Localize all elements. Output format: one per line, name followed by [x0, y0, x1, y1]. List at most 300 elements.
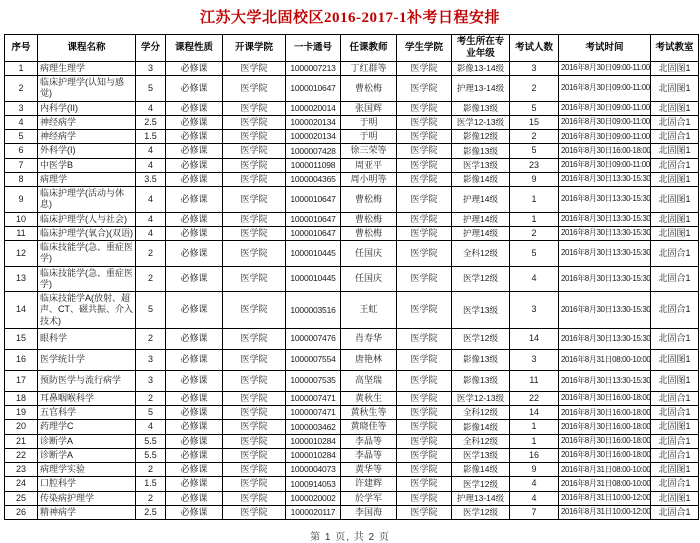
table-cell: 23 — [510, 158, 559, 172]
table-cell: 12 — [5, 241, 38, 267]
table-cell: 黄秋生等 — [341, 406, 397, 420]
table-cell: 北固图1 — [651, 463, 699, 477]
table-cell: 影像13级 — [452, 144, 510, 158]
table-cell: 3 — [510, 61, 559, 75]
table-cell: 1000020134 — [286, 130, 341, 144]
table-cell: 必修课 — [166, 370, 223, 391]
table-cell: 周亚平 — [341, 158, 397, 172]
table-cell: 医学12-13级 — [452, 391, 510, 405]
table-cell: 肖寿华 — [341, 328, 397, 349]
table-row — [5, 187, 699, 213]
table-cell: 临床护理学(认知与感觉) — [38, 76, 136, 102]
table-cell: 2016年8月30日09:00-11:00 — [559, 158, 651, 172]
table-cell: 医学院 — [223, 349, 286, 370]
table-cell: 1000020014 — [286, 101, 341, 115]
table-cell: 2016年8月30日09:00-11:00 — [559, 101, 651, 115]
table-cell: 传染病护理学 — [38, 491, 136, 505]
table-cell: 1000011098 — [286, 158, 341, 172]
table-cell: 医学院 — [397, 448, 452, 462]
table-cell: 北固合1 — [651, 391, 699, 405]
table-row — [5, 370, 699, 391]
table-cell: 医学院 — [397, 391, 452, 405]
table-cell: 14 — [510, 328, 559, 349]
table-cell: 必修课 — [166, 115, 223, 129]
table-cell: 影像14级 — [452, 463, 510, 477]
table-cell: 1000007213 — [286, 61, 341, 75]
table-cell: 1000010647 — [286, 76, 341, 102]
table-cell: 医学院 — [397, 115, 452, 129]
table-cell: 医学13级 — [452, 158, 510, 172]
table-cell: 16 — [510, 448, 559, 462]
table-cell: 2016年8月30日16:00-18:00 — [559, 144, 651, 158]
table-cell: 医学院 — [223, 101, 286, 115]
table-cell: 23 — [5, 463, 38, 477]
table-header-row — [5, 35, 699, 62]
table-cell: 医学院 — [397, 463, 452, 477]
table-cell: 医学院 — [223, 187, 286, 213]
table-cell: 3 — [136, 370, 166, 391]
table-cell: 2016年8月30日09:00-11:00 — [559, 76, 651, 102]
table-cell: 5 — [136, 406, 166, 420]
table-cell: 医学院 — [397, 349, 452, 370]
table-cell: 精神病学 — [38, 505, 136, 519]
table-cell: 北固图1 — [651, 172, 699, 186]
table-row — [5, 391, 699, 405]
table-cell: 7 — [510, 505, 559, 519]
table-cell: 北固图1 — [651, 226, 699, 240]
table-cell: 李晶等 — [341, 448, 397, 462]
table-cell: 北固合1 — [651, 130, 699, 144]
table-cell: 必修课 — [166, 61, 223, 75]
table-cell: 眼科学 — [38, 328, 136, 349]
table-cell: 8 — [5, 172, 38, 186]
table-cell: 9 — [5, 187, 38, 213]
table-cell: 药理学C — [38, 420, 136, 434]
table-cell: 2016年8月30日16:00-18:00 — [559, 434, 651, 448]
table-cell: 医学院 — [223, 370, 286, 391]
table-cell: 24 — [5, 477, 38, 491]
table-cell: 医学院 — [223, 292, 286, 329]
table-cell: 北固图1 — [651, 349, 699, 370]
table-cell: 14 — [5, 292, 38, 329]
table-cell: 5 — [510, 101, 559, 115]
table-cell: 于明 — [341, 130, 397, 144]
table-cell: 医学院 — [223, 477, 286, 491]
table-row — [5, 349, 699, 370]
table-cell: 10 — [5, 212, 38, 226]
table-cell: 6 — [5, 144, 38, 158]
table-cell: 北固图1 — [651, 76, 699, 102]
column-header: 考试教室 — [651, 35, 699, 62]
table-cell: 必修课 — [166, 212, 223, 226]
table-cell: 5 — [136, 292, 166, 329]
table-cell: 必修课 — [166, 266, 223, 292]
table-cell: 高坚瑞 — [341, 370, 397, 391]
table-cell: 医学院 — [223, 144, 286, 158]
table-cell: 必修课 — [166, 328, 223, 349]
table-row — [5, 144, 699, 158]
table-cell: 预防医学与流行病学 — [38, 370, 136, 391]
table-cell: 必修课 — [166, 420, 223, 434]
table-cell: 1000007535 — [286, 370, 341, 391]
table-cell: 北固合1 — [651, 115, 699, 129]
table-cell: 全科12级 — [452, 434, 510, 448]
table-cell: 17 — [5, 370, 38, 391]
table-cell: 北固合1 — [651, 434, 699, 448]
table-cell: 3.5 — [136, 172, 166, 186]
table-cell: 1000010284 — [286, 434, 341, 448]
table-cell: 2.5 — [136, 115, 166, 129]
table-cell: 曹松梅 — [341, 187, 397, 213]
table-cell: 医学院 — [397, 434, 452, 448]
table-cell: 医学13级 — [452, 292, 510, 329]
table-cell: 医学院 — [397, 491, 452, 505]
column-header: 考试时间 — [559, 35, 651, 62]
table-cell: 18 — [5, 391, 38, 405]
table-cell: 北固合1 — [651, 505, 699, 519]
table-cell: 黄华等 — [341, 463, 397, 477]
table-cell: 21 — [5, 434, 38, 448]
table-cell: 3 — [510, 292, 559, 329]
table-cell: 徐三荣等 — [341, 144, 397, 158]
table-cell: 医学12-13级 — [452, 115, 510, 129]
table-cell: 医学院 — [397, 266, 452, 292]
table-cell: 2 — [510, 130, 559, 144]
table-cell: 1000003462 — [286, 420, 341, 434]
table-cell: 医学院 — [223, 391, 286, 405]
table-cell: 临床护理学(氧合)(双语) — [38, 226, 136, 240]
table-row — [5, 241, 699, 267]
table-row — [5, 406, 699, 420]
table-cell: 4 — [136, 158, 166, 172]
table-cell: 医学院 — [397, 292, 452, 329]
table-cell: 五官科学 — [38, 406, 136, 420]
column-header: 学分 — [136, 35, 166, 62]
table-cell: 诊断学A — [38, 434, 136, 448]
column-header: 课程性质 — [166, 35, 223, 62]
table-cell: 神经病学 — [38, 130, 136, 144]
table-cell: 病理学实验 — [38, 463, 136, 477]
table-cell: 曹松梅 — [341, 76, 397, 102]
table-row — [5, 491, 699, 505]
table-cell: 1000007428 — [286, 144, 341, 158]
table-cell: 2016年8月30日13:30-15:30 — [559, 187, 651, 213]
table-cell: 医学院 — [397, 370, 452, 391]
table-row — [5, 463, 699, 477]
table-cell: 医学院 — [397, 101, 452, 115]
table-cell: 2016年8月30日09:00-11:00 — [559, 61, 651, 75]
table-cell: 2 — [136, 266, 166, 292]
table-cell: 2016年8月30日13:30-15:30 — [559, 212, 651, 226]
table-cell: 2 — [136, 391, 166, 405]
table-cell: 于明 — [341, 115, 397, 129]
table-cell: 耳鼻咽喉科学 — [38, 391, 136, 405]
table-cell: 2016年8月30日09:00-11:00 — [559, 130, 651, 144]
table-cell: 临床技能学(急、重症医学) — [38, 241, 136, 267]
table-cell: 必修课 — [166, 187, 223, 213]
table-cell: 1000010647 — [286, 187, 341, 213]
table-cell: 影像13级 — [452, 370, 510, 391]
table-cell: 医学12级 — [452, 505, 510, 519]
table-cell: 2016年8月31日08:00-10:00 — [559, 463, 651, 477]
table-cell: 曹松梅 — [341, 226, 397, 240]
table-cell: 2016年8月30日13:30-15:30 — [559, 292, 651, 329]
table-cell: 影像14级 — [452, 172, 510, 186]
table-cell: 许建辉 — [341, 477, 397, 491]
table-cell: 护理14级 — [452, 212, 510, 226]
table-cell: 医学院 — [397, 226, 452, 240]
table-cell: 3 — [5, 101, 38, 115]
table-cell: 必修课 — [166, 101, 223, 115]
table-cell: 护理14级 — [452, 187, 510, 213]
table-cell: 3 — [136, 61, 166, 75]
table-cell: 14 — [510, 406, 559, 420]
table-row — [5, 76, 699, 102]
table-cell: 医学院 — [223, 76, 286, 102]
table-cell: 11 — [510, 370, 559, 391]
table-row — [5, 434, 699, 448]
table-cell: 医学院 — [223, 241, 286, 267]
table-cell: 5.5 — [136, 448, 166, 462]
table-row — [5, 226, 699, 240]
table-cell: 北固图1 — [651, 491, 699, 505]
table-cell: 医学院 — [397, 505, 452, 519]
exam-schedule-table — [4, 34, 699, 520]
table-cell: 医学院 — [397, 158, 452, 172]
table-cell: 医学院 — [223, 266, 286, 292]
table-cell: 2016年8月31日08:00-10:00 — [559, 477, 651, 491]
table-cell: 医学院 — [223, 158, 286, 172]
table-cell: 北固图1 — [651, 420, 699, 434]
table-cell: 2 — [136, 241, 166, 267]
column-header: 学生学院 — [397, 35, 452, 62]
table-cell: 必修课 — [166, 434, 223, 448]
table-cell: 19 — [5, 406, 38, 420]
table-cell: 李晶等 — [341, 434, 397, 448]
table-cell: 黄秋生 — [341, 391, 397, 405]
table-cell: 2016年8月30日09:00-11:00 — [559, 115, 651, 129]
table-cell: 医学院 — [397, 76, 452, 102]
table-cell: 26 — [5, 505, 38, 519]
table-cell: 2016年8月31日08:00-10:00 — [559, 349, 651, 370]
table-cell: 11 — [5, 226, 38, 240]
table-cell: 5 — [136, 76, 166, 102]
table-row — [5, 158, 699, 172]
table-cell: 医学院 — [223, 406, 286, 420]
table-cell: 必修课 — [166, 292, 223, 329]
table-row — [5, 420, 699, 434]
table-cell: 1000010445 — [286, 241, 341, 267]
table-cell: 1000007471 — [286, 406, 341, 420]
table-cell: 必修课 — [166, 226, 223, 240]
column-header: 开课学院 — [223, 35, 286, 62]
table-cell: 2016年8月30日13:30-15:30 — [559, 328, 651, 349]
table-cell: 於学军 — [341, 491, 397, 505]
table-row — [5, 130, 699, 144]
table-cell: 9 — [510, 172, 559, 186]
table-cell: 2 — [510, 226, 559, 240]
table-cell: 医学统计学 — [38, 349, 136, 370]
table-cell: 4 — [136, 420, 166, 434]
table-cell: 必修课 — [166, 505, 223, 519]
table-cell: 病理生理学 — [38, 61, 136, 75]
table-cell: 1000003516 — [286, 292, 341, 329]
table-cell: 临床护理学(活动与休息) — [38, 187, 136, 213]
table-cell: 20 — [5, 420, 38, 434]
table-cell: 内科学(II) — [38, 101, 136, 115]
table-cell: 北固合1 — [651, 266, 699, 292]
table-row — [5, 172, 699, 186]
table-cell: 医学院 — [397, 172, 452, 186]
table-cell: 医学院 — [223, 491, 286, 505]
table-cell: 1000007471 — [286, 391, 341, 405]
table-cell: 1.5 — [136, 477, 166, 491]
table-row — [5, 505, 699, 519]
table-cell: 张国辉 — [341, 101, 397, 115]
table-cell: 神经病学 — [38, 115, 136, 129]
table-cell: 2016年8月31日10:00-12:00 — [559, 505, 651, 519]
table-cell: 影像13级 — [452, 349, 510, 370]
table-cell: 1000007554 — [286, 349, 341, 370]
table-cell: 2016年8月30日16:00-18:00 — [559, 448, 651, 462]
table-cell: 必修课 — [166, 158, 223, 172]
table-cell: 4 — [510, 477, 559, 491]
table-cell: 曹松梅 — [341, 212, 397, 226]
table-cell: 15 — [510, 115, 559, 129]
table-cell: 北固合1 — [651, 158, 699, 172]
table-cell: 2016年8月30日13:30-15:30 — [559, 172, 651, 186]
table-cell: 22 — [5, 448, 38, 462]
table-cell: 唐艳林 — [341, 349, 397, 370]
table-row — [5, 61, 699, 75]
table-cell: 2 — [136, 328, 166, 349]
table-cell: 必修课 — [166, 349, 223, 370]
table-cell: 1000020117 — [286, 505, 341, 519]
table-cell: 必修课 — [166, 391, 223, 405]
table-cell: 医学院 — [223, 448, 286, 462]
table-row — [5, 292, 699, 329]
table-cell: 必修课 — [166, 477, 223, 491]
table-cell: 医学院 — [397, 420, 452, 434]
table-cell: 2016年8月30日16:00-18:00 — [559, 420, 651, 434]
table-cell: 1 — [5, 61, 38, 75]
table-cell: 医学院 — [223, 434, 286, 448]
table-cell: 9 — [510, 463, 559, 477]
page-footer: 第 1 页, 共 2 页 — [310, 532, 390, 543]
table-cell: 必修课 — [166, 172, 223, 186]
table-cell: 口腔科学 — [38, 477, 136, 491]
table-cell: 医学院 — [397, 130, 452, 144]
column-header: 课程名称 — [38, 35, 136, 62]
column-header: 一卡通号 — [286, 35, 341, 62]
table-cell: 医学12级 — [452, 328, 510, 349]
table-cell: 4 — [510, 491, 559, 505]
table-cell: 北固合1 — [651, 477, 699, 491]
table-cell: 4 — [136, 144, 166, 158]
table-cell: 北固合1 — [651, 328, 699, 349]
table-cell: 5 — [510, 241, 559, 267]
table-cell: 1000010647 — [286, 226, 341, 240]
table-cell: 5.5 — [136, 434, 166, 448]
table-cell: 3 — [510, 349, 559, 370]
table-cell: 医学12级 — [452, 266, 510, 292]
table-cell: 北固图1 — [651, 187, 699, 213]
table-cell: 5 — [510, 144, 559, 158]
table-cell: 1000007476 — [286, 328, 341, 349]
table-cell: 25 — [5, 491, 38, 505]
page-title: 江苏大学北固校区2016-2017-1补考日程安排 — [200, 10, 500, 26]
table-cell: 病理学 — [38, 172, 136, 186]
table-cell: 影像12级 — [452, 130, 510, 144]
table-cell: 1000010445 — [286, 266, 341, 292]
table-cell: 4 — [510, 266, 559, 292]
table-cell: 4 — [5, 115, 38, 129]
table-cell: 北固图1 — [651, 144, 699, 158]
table-cell: 2 — [5, 76, 38, 102]
table-cell: 1000004073 — [286, 463, 341, 477]
table-cell: 医学院 — [397, 144, 452, 158]
table-cell: 4 — [136, 226, 166, 240]
table-cell: 北固合1 — [651, 241, 699, 267]
table-cell: 医学院 — [223, 172, 286, 186]
table-cell: 1000010647 — [286, 212, 341, 226]
table-cell: 2.5 — [136, 505, 166, 519]
table-cell: 22 — [510, 391, 559, 405]
table-cell: 任国庆 — [341, 266, 397, 292]
table-cell: 丁红群等 — [341, 61, 397, 75]
table-cell: 临床技能学A(放射、超声、CT、磁共振、介入技术) — [38, 292, 136, 329]
table-cell: 王虹 — [341, 292, 397, 329]
table-cell: 诊断学A — [38, 448, 136, 462]
table-cell: 必修课 — [166, 406, 223, 420]
table-cell: 2016年8月30日13:30-15:30 — [559, 241, 651, 267]
table-row — [5, 212, 699, 226]
table-cell: 全科12级 — [452, 406, 510, 420]
table-row — [5, 266, 699, 292]
table-cell: 7 — [5, 158, 38, 172]
table-cell: 1000020002 — [286, 491, 341, 505]
column-header: 考试人数 — [510, 35, 559, 62]
table-cell: 1 — [510, 187, 559, 213]
table-cell: 医学院 — [223, 505, 286, 519]
table-cell: 北固合1 — [651, 448, 699, 462]
table-row — [5, 101, 699, 115]
table-cell: 必修课 — [166, 76, 223, 102]
table-cell: 医学院 — [397, 241, 452, 267]
column-header: 序号 — [5, 35, 38, 62]
table-cell: 影像14级 — [452, 420, 510, 434]
table-cell: 护理13-14级 — [452, 491, 510, 505]
table-cell: 医学院 — [223, 328, 286, 349]
table-cell: 1000004365 — [286, 172, 341, 186]
table-cell: 医学院 — [223, 212, 286, 226]
table-cell: 周小明等 — [341, 172, 397, 186]
table-cell: 4 — [136, 187, 166, 213]
table-cell: 1 — [510, 212, 559, 226]
table-cell: 影像13-14级 — [452, 61, 510, 75]
table-cell: 医学院 — [223, 115, 286, 129]
table-cell: 2016年8月30日13:30-15:30 — [559, 370, 651, 391]
table-cell: 必修课 — [166, 448, 223, 462]
table-cell: 医学院 — [223, 61, 286, 75]
table-cell: 16 — [5, 349, 38, 370]
table-cell: 必修课 — [166, 144, 223, 158]
table-cell: 黄晓佳等 — [341, 420, 397, 434]
table-cell: 医学院 — [397, 406, 452, 420]
table-cell: 临床技能学(急、重症医学) — [38, 266, 136, 292]
table-cell: 1000020134 — [286, 115, 341, 129]
table-cell: 医学院 — [397, 328, 452, 349]
